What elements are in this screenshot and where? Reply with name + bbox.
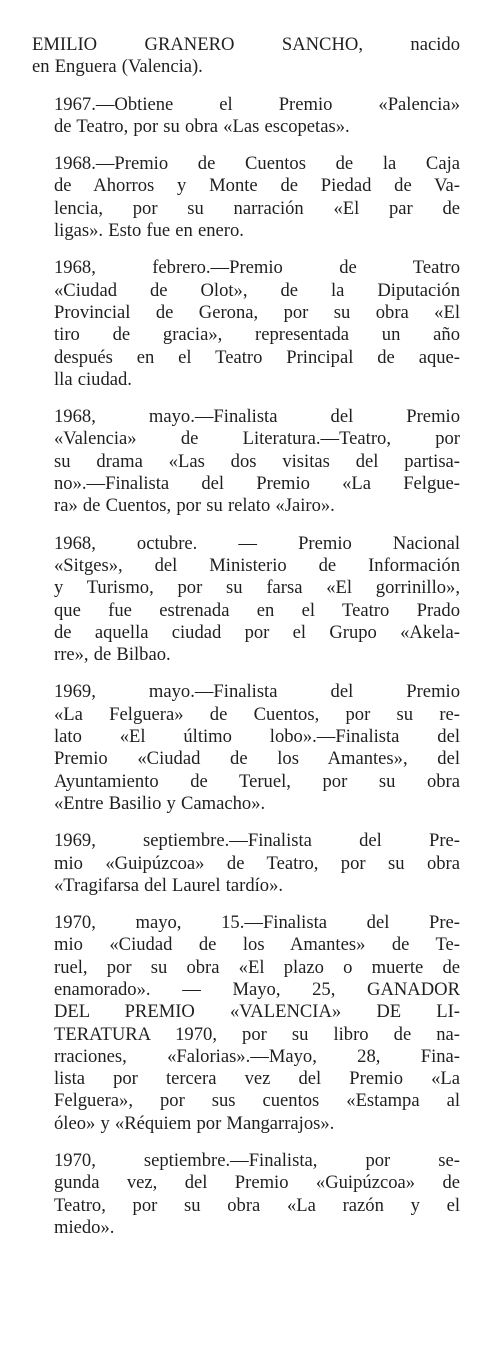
- paragraph-1970-septiembre: [32, 1150, 460, 1239]
- text-line: 1969, mayo.—Finalista del Premio: [54, 681, 460, 703]
- text-line: «La Felguera» de Cuentos, por su re-: [54, 703, 460, 725]
- text-line: 1968.—Premio de Cuentos de la Caja: [54, 153, 460, 175]
- paragraph-1968-mayo: [32, 406, 460, 517]
- text-line: enamorado». — Mayo, 25, GANADOR: [54, 978, 460, 1000]
- paragraph-1968-octubre: [32, 533, 460, 667]
- text-line: 1970, septiembre.—Finalista, por se-: [54, 1150, 460, 1172]
- text-line: lato «El último lobo».—Finalista del: [54, 726, 460, 748]
- text-line: mio «Ciudad de los Amantes» de Te-: [54, 934, 460, 956]
- text-line: «Tragifarsa del Laurel tardío».: [54, 874, 284, 896]
- paragraph-1969-mayo: [32, 681, 460, 815]
- text-line: en Enguera (Valencia).: [32, 56, 203, 78]
- paragraph-intro: [32, 34, 460, 79]
- text-line: de Ahorros y Monte de Piedad de Va-: [54, 175, 460, 197]
- text-line: 1968, octubre. — Premio Nacional: [54, 532, 460, 554]
- text-line: 1968, mayo.—Finalista del Premio: [54, 406, 460, 428]
- text-line: no».—Finalista del Premio «La Felgue-: [54, 473, 460, 495]
- text-line: ligas». Esto fue en enero.: [54, 220, 244, 242]
- text-line: su drama «Las dos visitas del partisa-: [54, 450, 460, 472]
- text-line: lista por tercera vez del Premio «La: [54, 1068, 460, 1090]
- paragraph-1969-septiembre: [32, 830, 460, 897]
- text-line: Premio «Ciudad de los Amantes», del: [54, 748, 460, 770]
- text-line: «Sitges», del Ministerio de Información: [54, 554, 460, 576]
- text-line: «Valencia» de Literatura.—Teatro, por: [54, 428, 460, 450]
- document-page: [32, 34, 460, 1254]
- text-line: TERATURA 1970, por su libro de na-: [54, 1023, 460, 1045]
- text-line: gunda vez, del Premio «Guipúzcoa» de: [54, 1172, 460, 1194]
- text-line: «Entre Basilio y Camacho».: [54, 792, 266, 814]
- text-line: rre», de Bilbao.: [54, 644, 171, 666]
- text-line: rraciones, «Falorias».—Mayo, 28, Fina-: [54, 1045, 460, 1067]
- text-line: que fue estrenada en el Teatro Prado: [54, 599, 460, 621]
- text-line: lencia, por su narración «El par de: [54, 197, 460, 219]
- text-line: ra» de Cuentos, por su relato «Jairo».: [54, 495, 335, 517]
- text-line: lla ciudad.: [54, 368, 132, 390]
- text-line: Ayuntamiento de Teruel, por su obra: [54, 770, 460, 792]
- text-line: Teatro, por su obra «La razón y el: [54, 1194, 460, 1216]
- text-line: 1967.—Obtiene el Premio «Palencia»: [54, 93, 460, 115]
- text-line: Felguera», por sus cuentos «Estampa al: [54, 1090, 460, 1112]
- text-line: miedo».: [54, 1216, 115, 1238]
- text-line: ruel, por su obra «El plazo o muerte de: [54, 956, 460, 978]
- paragraph-1967: [32, 94, 460, 139]
- text-line: de Teatro, por su obra «Las escopetas».: [54, 115, 350, 137]
- text-line: DEL PREMIO «VALENCIA» DE LI-: [54, 1001, 460, 1023]
- text-line: EMILIO GRANERO SANCHO, nacido: [32, 34, 460, 55]
- text-line: «Ciudad de Olot», de la Diputación: [54, 279, 460, 301]
- text-line: de aquella ciudad por el Grupo «Akela-: [54, 621, 460, 643]
- text-line: 1969, septiembre.—Finalista del Pre-: [54, 830, 460, 852]
- text-line: mio «Guipúzcoa» de Teatro, por su obra: [54, 852, 460, 874]
- paragraph-1970-mayo: [32, 912, 460, 1135]
- text-line: tiro de gracia», representada un año: [54, 324, 460, 346]
- text-line: después en el Teatro Principal de aque-: [54, 346, 460, 368]
- text-line: 1968, febrero.—Premio de Teatro: [54, 257, 460, 279]
- paragraph-1968-febrero: [32, 257, 460, 391]
- text-line: y Turismo, por su farsa «El gorrinillo»,: [54, 577, 460, 599]
- paragraph-1968-enero: [32, 153, 460, 242]
- text-line: Provincial de Gerona, por su obra «El: [54, 301, 460, 323]
- text-line: 1970, mayo, 15.—Finalista del Pre-: [54, 912, 460, 934]
- text-line: óleo» y «Réquiem por Mangarrajos».: [54, 1112, 335, 1134]
